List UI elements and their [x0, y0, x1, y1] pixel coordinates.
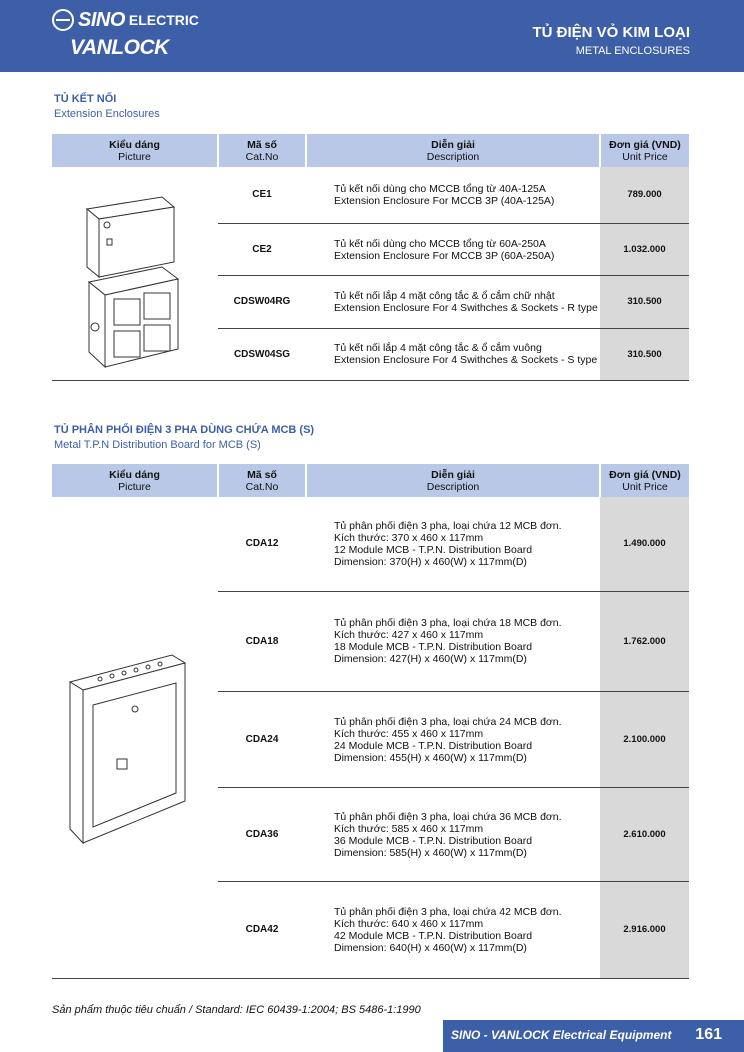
description: Tủ kết nối lắp 4 mặt công tắc & ổ cắm vuông Extension Enclosure For 4 Swithches & Sockets - S type — [306, 328, 600, 380]
cat-no: CE1 — [218, 167, 306, 223]
footer-brand: SINO - VANLOCK Electrical Equipment — [451, 1028, 672, 1042]
enclosure-illustration — [52, 167, 218, 377]
section1-subtitle: Extension Enclosures — [54, 108, 160, 120]
page-header — [0, 0, 744, 72]
description: Tủ kết nối lắp 4 mặt công tắc & ổ cắm chữ nhật Extension Enclosure For 4 Swithches & Sockets - R type — [306, 276, 600, 328]
globe-icon — [52, 9, 74, 31]
logo-sino: SINO — [78, 8, 125, 31]
cat-no: CDA12 — [218, 497, 306, 591]
brand-logo — [52, 6, 199, 62]
unit-price: 2.916.000 — [600, 881, 689, 978]
footer-bar — [443, 1020, 744, 1052]
distribution-board-picture — [52, 497, 218, 979]
unit-price: 310.500 — [600, 276, 689, 328]
cat-no: CDA24 — [218, 692, 306, 788]
distribution-board-illustration — [52, 497, 218, 975]
cat-no: CDSW04SG — [218, 328, 306, 380]
distribution-board-table — [52, 464, 689, 979]
unit-price: 1.490.000 — [600, 497, 689, 591]
page-title: TỦ ĐIỆN VỎ KIM LOẠI — [532, 24, 690, 41]
extension-enclosure-picture — [52, 167, 218, 381]
header-price: Đơn giá (VND) Unit Price — [600, 134, 689, 167]
cat-no: CDSW04RG — [218, 276, 306, 328]
unit-price: 2.100.000 — [600, 692, 689, 788]
unit-price: 1.762.000 — [600, 591, 689, 691]
header-desc: Diễn giải Description — [306, 464, 600, 497]
header-price: Đơn giá (VND) Unit Price — [600, 464, 689, 497]
header-desc: Diễn giải Description — [306, 134, 600, 167]
logo-electric: ELECTRIC — [128, 12, 199, 28]
table-row — [52, 497, 689, 591]
description: Tủ phân phối điện 3 pha, loại chứa 42 MCB đơn. Kích thước: 640 x 460 x 117mm 42 Module MCB - T.P.N. Distribution Board Dimension: 640(H) x 460(W) x 117mm(D) — [306, 881, 600, 978]
unit-price: 1.032.000 — [600, 223, 689, 275]
table-header-row — [52, 464, 689, 497]
description: Tủ phân phối điện 3 pha, loại chứa 12 MCB đơn. Kích thước: 370 x 460 x 117mm 12 Module MCB - T.P.N. Distribution Board Dimension: 370(H) x 460(W) x 117mm(D) — [306, 497, 600, 591]
cat-no: CDA36 — [218, 788, 306, 881]
description: Tủ phân phối điện 3 pha, loại chứa 24 MCB đơn. Kích thước: 455 x 460 x 117mm 24 Module MCB - T.P.N. Distribution Board Dimension: 455(H) x 460(W) x 117mm(D) — [306, 692, 600, 788]
header-picture: Kiểu dáng Picture — [52, 464, 218, 497]
section2-subtitle: Metal T.P.N Distribution Board for MCB (S) — [54, 439, 261, 451]
section1-title: TỦ KẾT NỐI — [54, 93, 117, 105]
description: Tủ kết nối dùng cho MCCB tổng từ 40A-125A Extension Enclosure For MCCB 3P (40A-125A) — [306, 167, 600, 223]
extension-enclosures-table — [52, 134, 689, 381]
table-header-row — [52, 134, 689, 167]
page-number: 161 — [695, 1026, 722, 1043]
description: Tủ phân phối điện 3 pha, loại chứa 36 MCB đơn. Kích thước: 585 x 460 x 117mm 36 Module MCB - T.P.N. Distribution Board Dimension: 585(H) x 460(W) x 117mm(D) — [306, 788, 600, 881]
description: Tủ phân phối điện 3 pha, loại chứa 18 MCB đơn. Kích thước: 427 x 460 x 117mm 18 Module MCB - T.P.N. Distribution Board Dimension: 427(H) x 460(W) x 117mm(D) — [306, 591, 600, 691]
table-row — [52, 167, 689, 223]
page-subtitle: METAL ENCLOSURES — [575, 45, 690, 57]
cat-no: CDA42 — [218, 881, 306, 978]
standard-note: Sản phẩm thuộc tiêu chuẩn / Standard: IEC 60439-1:2004; BS 5486-1:1990 — [52, 1004, 421, 1016]
unit-price: 2.610.000 — [600, 788, 689, 881]
cat-no: CDA18 — [218, 591, 306, 691]
logo-vanlock: VANLOCK — [70, 36, 169, 59]
cat-no: CE2 — [218, 223, 306, 275]
header-cat: Mã số Cat.No — [218, 464, 306, 497]
header-picture: Kiểu dáng Picture — [52, 134, 218, 167]
description: Tủ kết nối dùng cho MCCB tổng từ 60A-250A Extension Enclosure For MCCB 3P (60A-250A) — [306, 223, 600, 275]
unit-price: 310.500 — [600, 328, 689, 380]
header-cat: Mã số Cat.No — [218, 134, 306, 167]
unit-price: 789.000 — [600, 167, 689, 223]
section2-title: TỦ PHÂN PHỐI ĐIỆN 3 PHA DÙNG CHỨA MCB (S) — [54, 424, 315, 436]
